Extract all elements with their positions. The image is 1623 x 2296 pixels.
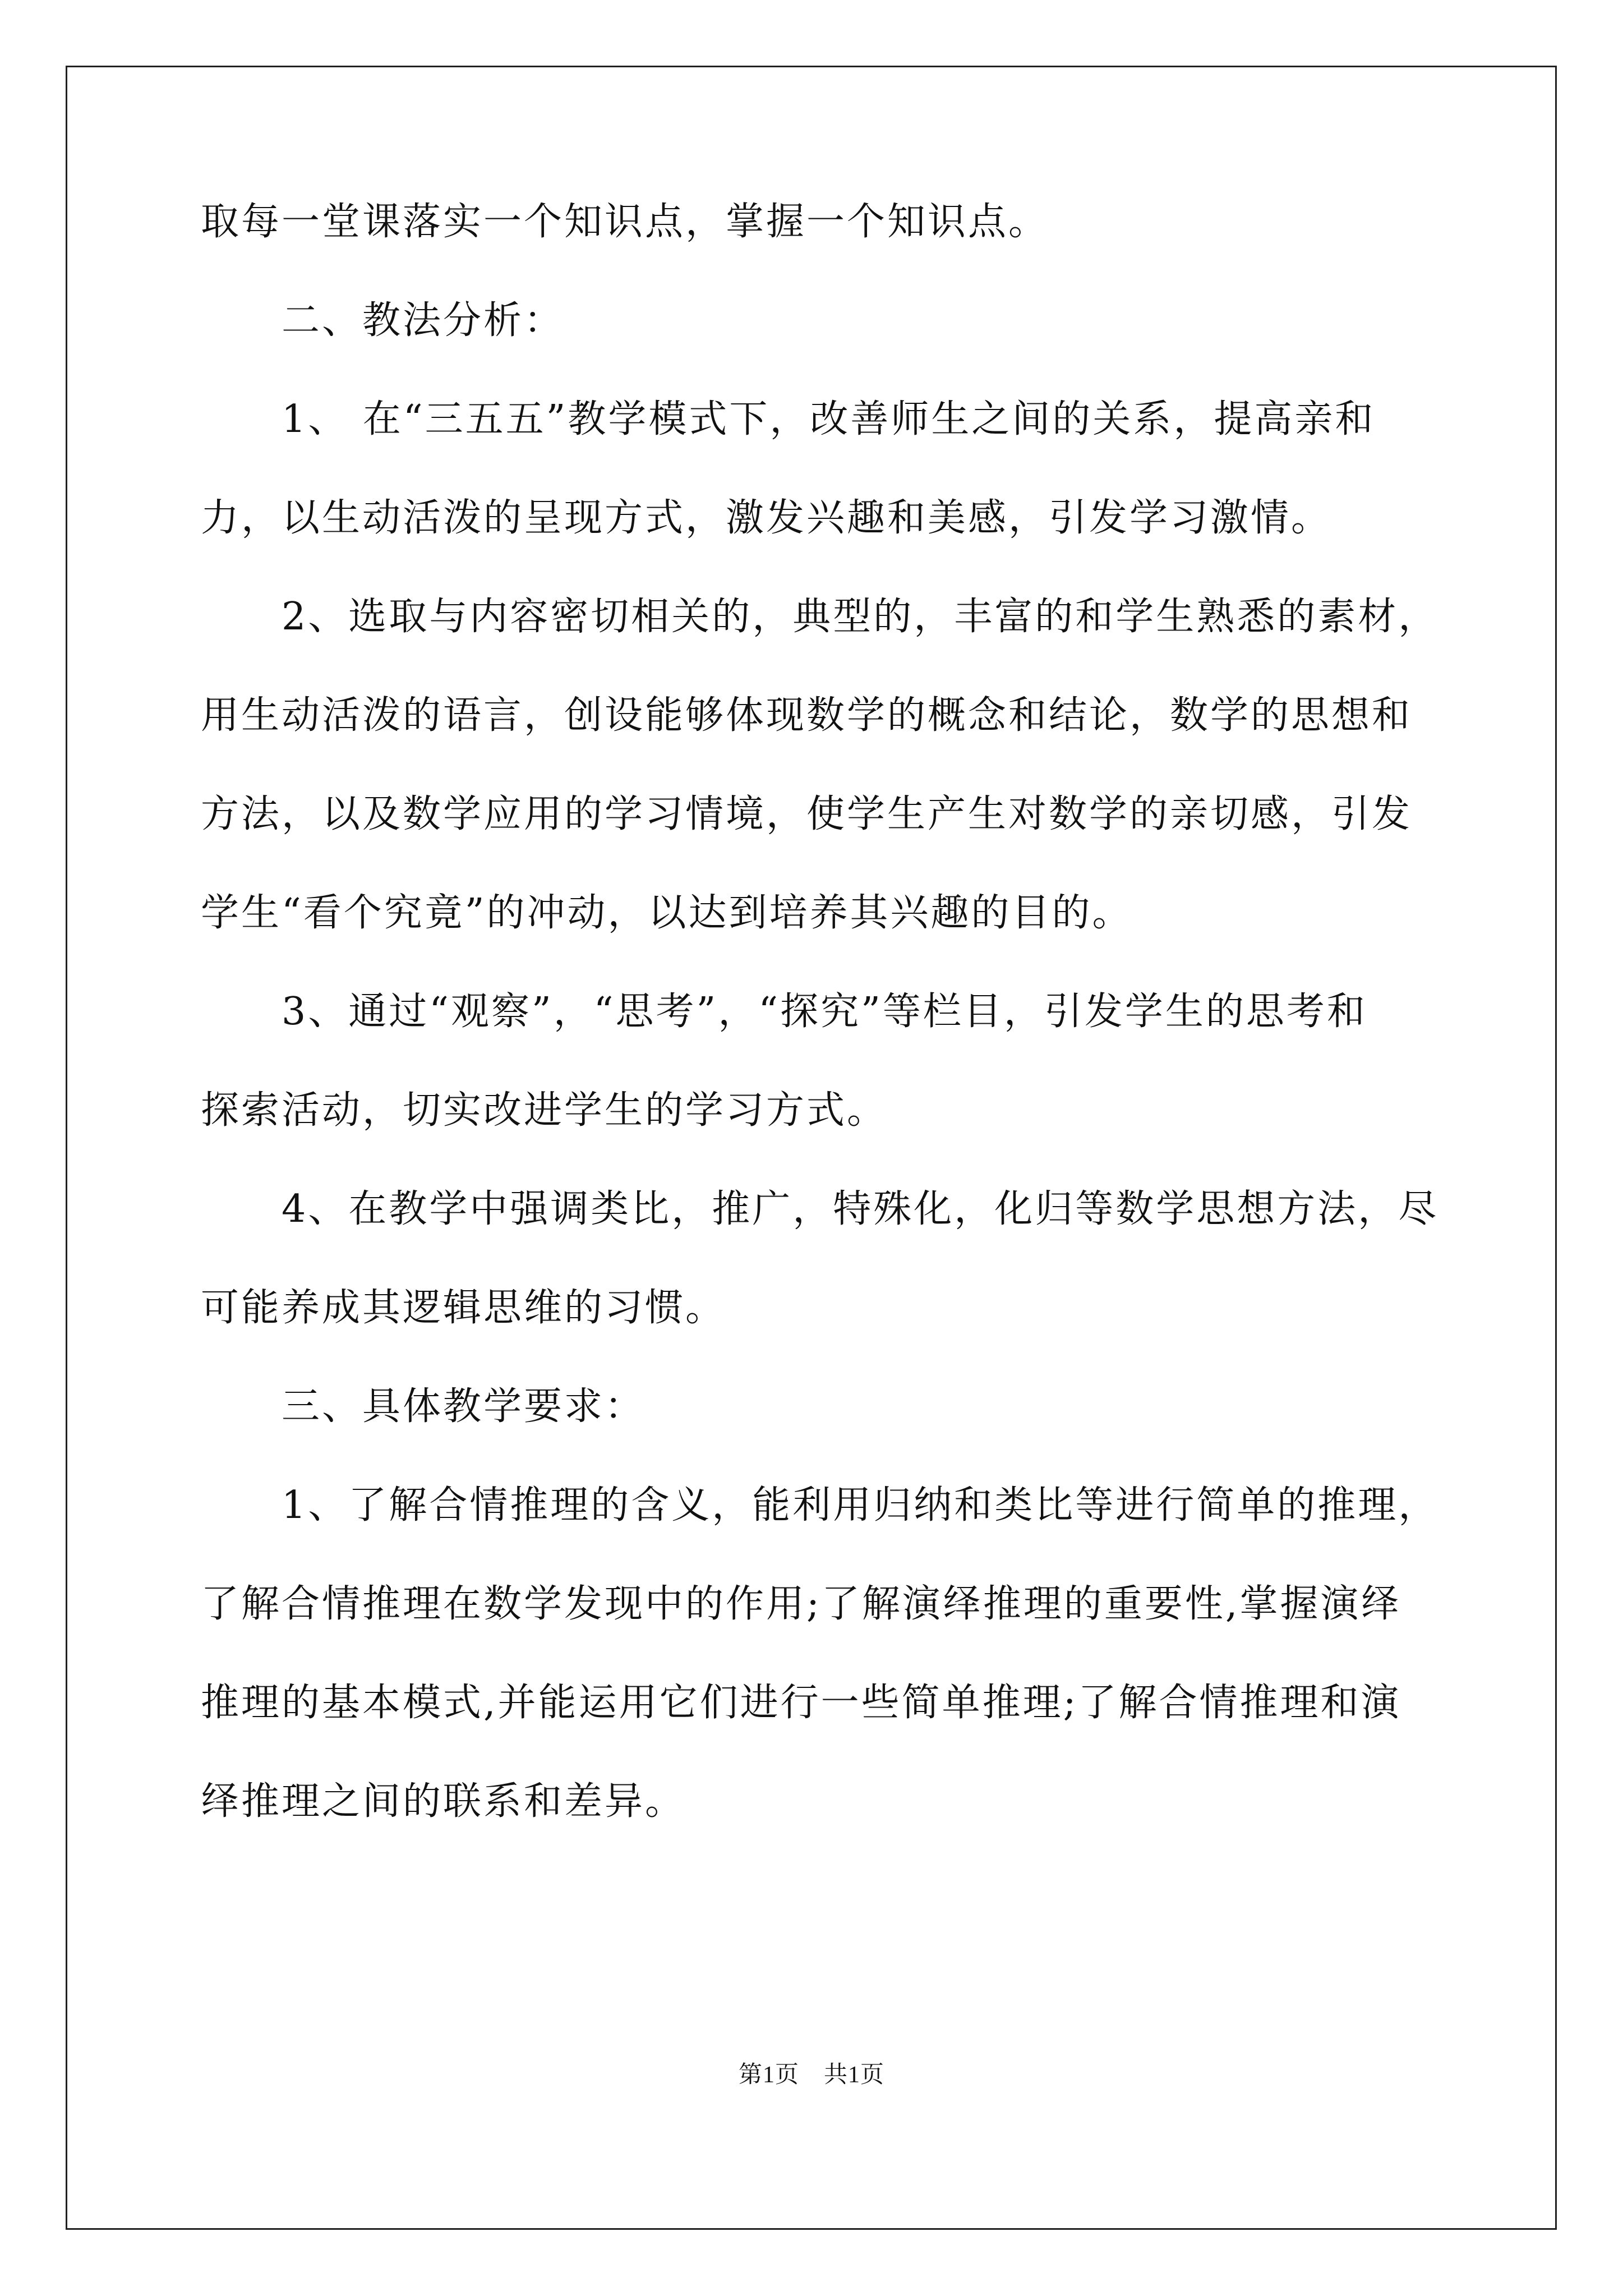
text-line: 学生“看个究竟”的冲动，以达到培养其兴趣的目的。 bbox=[201, 891, 1133, 935]
page-total: 共1页 bbox=[824, 2062, 885, 2088]
text-line: 用生动活泼的语言，创设能够体现数学的概念和结论，数学的思想和 bbox=[201, 693, 1413, 738]
text-line: 绎推理之间的联系和差异。 bbox=[201, 1779, 686, 1824]
text-line: 1、了解合情推理的含义，能利用归纳和类比等进行简单的推理， bbox=[282, 1483, 1439, 1527]
text-line: 方法，以及数学应用的学习情境，使学生产生对数学的亲切感，引发 bbox=[201, 792, 1413, 836]
text-line: 4、在教学中强调类比，推广，特殊化，化归等数学思想方法，尽 bbox=[282, 1187, 1439, 1231]
text-line: 1、 在“三五五”教学模式下，改善师生之间的关系，提高亲和 bbox=[282, 397, 1376, 441]
text-line: 可能养成其逻辑思维的习惯。 bbox=[201, 1286, 726, 1330]
text-line: 了解合情推理在数学发现中的作用;了解演绎推理的重要性,掌握演绎 bbox=[201, 1582, 1401, 1626]
text-line: 力，以生动活泼的呈现方式，激发兴趣和美感，引发学习激情。 bbox=[201, 496, 1332, 540]
section-heading: 二、教法分析： bbox=[282, 298, 565, 343]
page-footer bbox=[0, 2063, 1623, 2087]
text-line: 2、选取与内容密切相关的，典型的，丰富的和学生熟悉的素材， bbox=[282, 595, 1439, 639]
section-heading: 三、具体教学要求： bbox=[282, 1384, 645, 1429]
text-line: 探索活动，切实改进学生的学习方式。 bbox=[201, 1088, 888, 1133]
text-line: 取每一堂课落实一个知识点，掌握一个知识点。 bbox=[201, 200, 1049, 244]
text-line: 推理的基本模式,并能运用它们进行一些简单推理;了解合情推理和演 bbox=[201, 1681, 1401, 1725]
page-border bbox=[66, 66, 1557, 2230]
text-line: 3、通过“观察”，“思考”，“探究”等栏目，引发学生的思考和 bbox=[282, 990, 1367, 1034]
page-number: 第1页 bbox=[738, 2062, 799, 2088]
